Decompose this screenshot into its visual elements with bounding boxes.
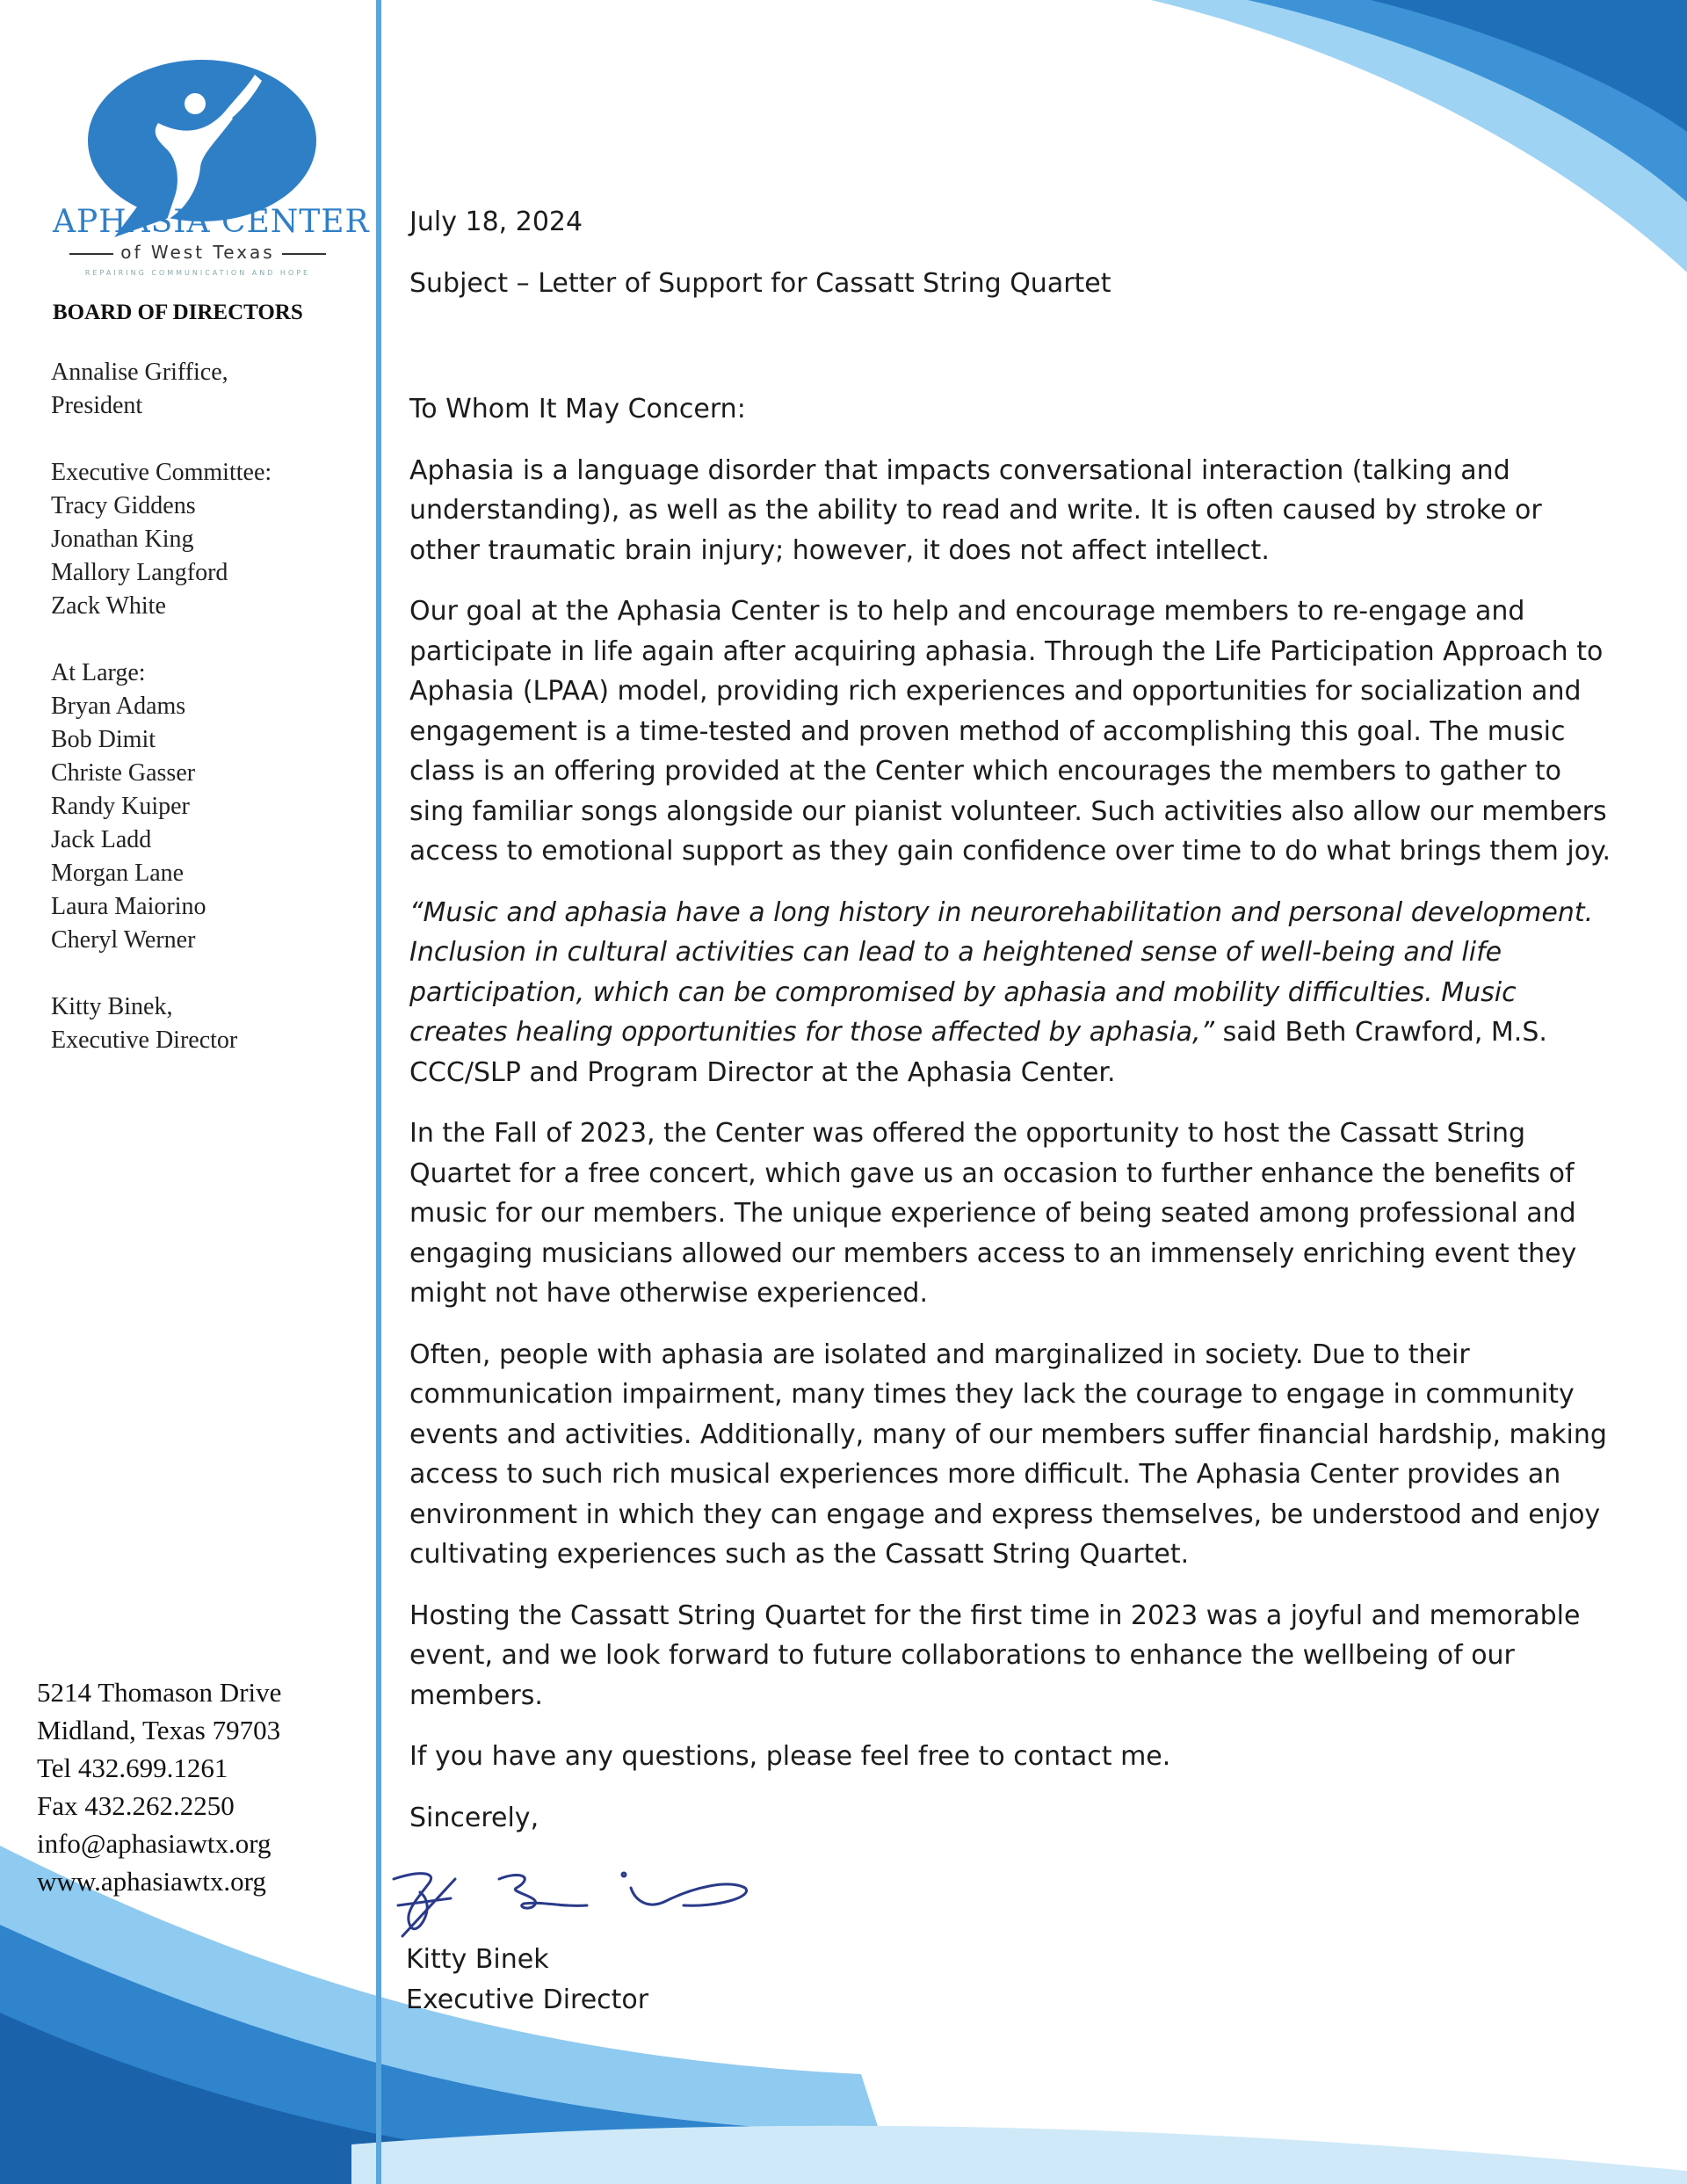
letter-closing: Sincerely, (409, 1802, 539, 1833)
quote-attribution: said Beth Crawford, M.S. CCC/SLP and Program Director at the Aphasia Center. (409, 1017, 1547, 1088)
board-member: Cheryl Werner (51, 926, 196, 954)
paragraph-center-goal: Our goal at the Aphasia Center is to help and encourage members to re-engage and participate in life again after acquiring aphasia. Through the Life Participation Approach to Aphasia (LPAA) model, providing rich experiences and opportunities for socialization and engagement is a time-tested and proven method of accomplishing this goal. The music class is an offering provided at the Center which encourages the members to gather to sing familiar songs alongside our pianist volunteer. Such activities also allow our members access to emotional support as they gain confidence over time to do what brings them joy. (409, 596, 1611, 867)
paragraph-hosting: Hosting the Cassatt String Quartet for the first time in 2023 was a joyful and memorable event, and we look forward to future collaborations to enhance the wellbeing of our members. (409, 1600, 1581, 1711)
contact-block (37, 1673, 371, 1900)
letter-subject: Subject – Letter of Support for Cassatt String Quartet (409, 267, 1111, 299)
handwritten-signature-icon (367, 1853, 771, 1949)
address-line-2: Midland, Texas 79703 (37, 1715, 281, 1745)
paragraph-isolation: Often, people with aphasia are isolated and marginalized in society. Due to their communication impairment, many times they lack the courage to engage in community events and activities. Additionally, many of our members suffer financial hardship, making access to such rich musical experiences more difficult. The Aphasia Center provides an environment in which they can engage and express themselves, be understood and enjoy cultivating experiences such as the Cassatt String Quartet. (409, 1339, 1607, 1570)
org-tagline: REPAIRING COMMUNICATION AND HOPE (84, 269, 311, 277)
org-name: APHASIA CENTER (53, 204, 370, 240)
board-member: Christe Gasser (51, 759, 196, 787)
board-member: Bryan Adams (51, 693, 186, 720)
letter-body (409, 202, 1613, 1908)
board-group-label: Executive Committee: (51, 459, 272, 486)
board-member: Kitty Binek, (51, 993, 173, 1020)
letter-date: July 18, 2024 (409, 207, 583, 237)
signer-title: Executive Director (406, 1984, 649, 2015)
board-member: Mallory Langford (51, 559, 228, 586)
org-subtitle (53, 242, 343, 263)
phone-number: Tel 432.699.1261 (37, 1752, 228, 1783)
board-member: Executive Director (51, 1027, 238, 1054)
signer-block (406, 1940, 648, 2021)
paragraph-concert: In the Fall of 2023, the Center was offered the opportunity to host the Cassatt String Quartet for a free concert, which gave us an occasion to further enhance the benefits of music for our members. The unique experience of being seated among professional and engaging musicians allowed our members access to an immensely enriching event they might not have otherwise experienced. (409, 1118, 1577, 1309)
signer-name: Kitty Binek (406, 1944, 549, 1975)
board-member: Laura Maiorino (51, 893, 206, 920)
board-member: Zack White (51, 592, 166, 620)
board-of-directors-list (51, 356, 367, 1057)
board-heading: BOARD OF DIRECTORS (53, 301, 303, 324)
fax-number: Fax 432.262.2250 (37, 1790, 235, 1821)
paragraph-quote (409, 893, 1613, 1093)
address-line-1: 5214 Thomason Drive (37, 1677, 282, 1708)
bottom-band-light (351, 2126, 1687, 2184)
quote-text: “Music and aphasia have a long history in neurorehabilitation and personal development. Inclusion in cultural activities can lead to a heightened sense of well-being and life participation, which can be compromised by aphasia and mobility difficulties. Music creates healing opportunities for those affected by aphasia,” (409, 896, 1594, 1048)
board-member: Morgan Lane (51, 860, 185, 887)
board-group-label: At Large: (51, 659, 146, 686)
paragraph-aphasia-definition: Aphasia is a language disorder that impacts conversational interaction (talking and understanding), as well as the ability to read and write. It is often caused by stroke or other traumatic brain injury; however, it does not affect intellect. (409, 454, 1542, 566)
board-member: Jonathan King (51, 526, 194, 553)
email-address: info@aphasiawtx.org (37, 1828, 272, 1859)
board-member: Randy Kuiper (51, 793, 190, 820)
board-member: Bob Dimit (51, 726, 156, 753)
board-member: Tracy Giddens (51, 492, 196, 519)
board-member: Annalise Griffice, (51, 359, 228, 386)
letter-greeting: To Whom It May Concern: (409, 394, 746, 424)
org-subtitle-text: of West Texas (120, 242, 275, 263)
paragraph-contact: If you have any questions, please feel free to contact me. (409, 1741, 1171, 1772)
board-member: Jack Ladd (51, 826, 152, 853)
board-member: President (51, 392, 143, 419)
website-address: www.aphasiawtx.org (37, 1866, 266, 1897)
